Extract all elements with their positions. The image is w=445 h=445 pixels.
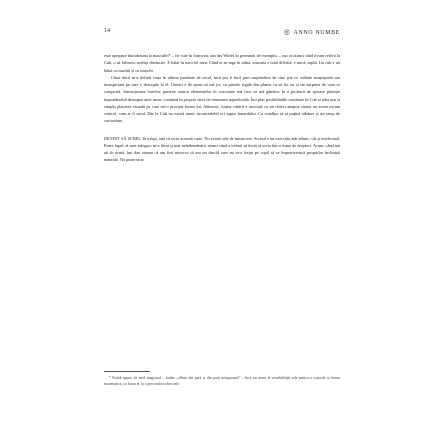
paragraph: este apropare întotdeauna la masculin* – fie cuie în franceză, sau der Wirfel în germană, de exemplu –, așa că atunci când m-am referit la Cub, o să folosesc același distinctie. E băiat în meu fel meu. Când ei m-inge în mînă, senzatia e total diferită: e mică, suplă. Un cub e un băiat cu muchii și cu mușchi. bbox=[104, 53, 340, 73]
running-head bbox=[284, 28, 340, 36]
paragraph: DETEST SĂ SCRIU. Și totuși, iată că scriu această carte. Nu există cale de întoarcere. Scrisul e un exercițiu atât tehnic, cât și intelectual. Poate fapul că sunt stângaci m-a făcut și mai neîndemânatic atunci când a trebuit să învăț să scriu într-o lume de dreptaci. Acum, când mă uit în urmă, îmi dau seama că am fost norocos să am un dascăl care nu m-a forțat pe copil să se împotrivească propriilor înclinații naturale. Nu pune nicio bbox=[104, 135, 340, 163]
running-head-text: ANNO NUMBE bbox=[293, 30, 340, 36]
footnotes bbox=[104, 375, 340, 387]
page-number: 14 bbox=[104, 28, 110, 34]
page-header bbox=[104, 28, 340, 40]
paragraph: Chiar dacă m-a definit viața în ultima jumătate de secol, încă pot fi încă prin surprindere de cine știe ce calitate neașteptată sau insuspiciată pe care o descopăr la el. Uneori e de ajuns să mă joc cu piesele rigide din plastic ca să fiu iar și iar surprins de cum se comportă. Interacțiunea fortelor, puterea tuturor elementelor în coerciune mă face să mă gândesc la o picătură de spicare plutește imponderabil deasupra unei mese, continuă în proprie sferă de tensiunea superficială. Îmi plac posibilitatile continute în Cub și ador pur și simplu placerea visuală pe care mi-o procură forma lui. Adeseori, forma cubică e asociată cu un obiect anapoa căruia nu avem niciun control, cum ar fi zarul. Dar la Cub nu există nimic incontrolabil ori supus hazardului. Cu condiția să ai puțină răbdare și un strop de curiozitate. bbox=[104, 74, 340, 124]
ornament-icon: ◎ bbox=[283, 28, 291, 36]
body-text bbox=[104, 52, 340, 164]
footnote: * Rubik spune, în mod magistral – tradus „albuși din pură și din pură nesigurantă” – încă un semn al sensibilității sale pentru a concede și forma matematica, cu bucurie, la a personifica obiectele. bbox=[104, 376, 340, 387]
footnote-divider bbox=[104, 371, 150, 372]
